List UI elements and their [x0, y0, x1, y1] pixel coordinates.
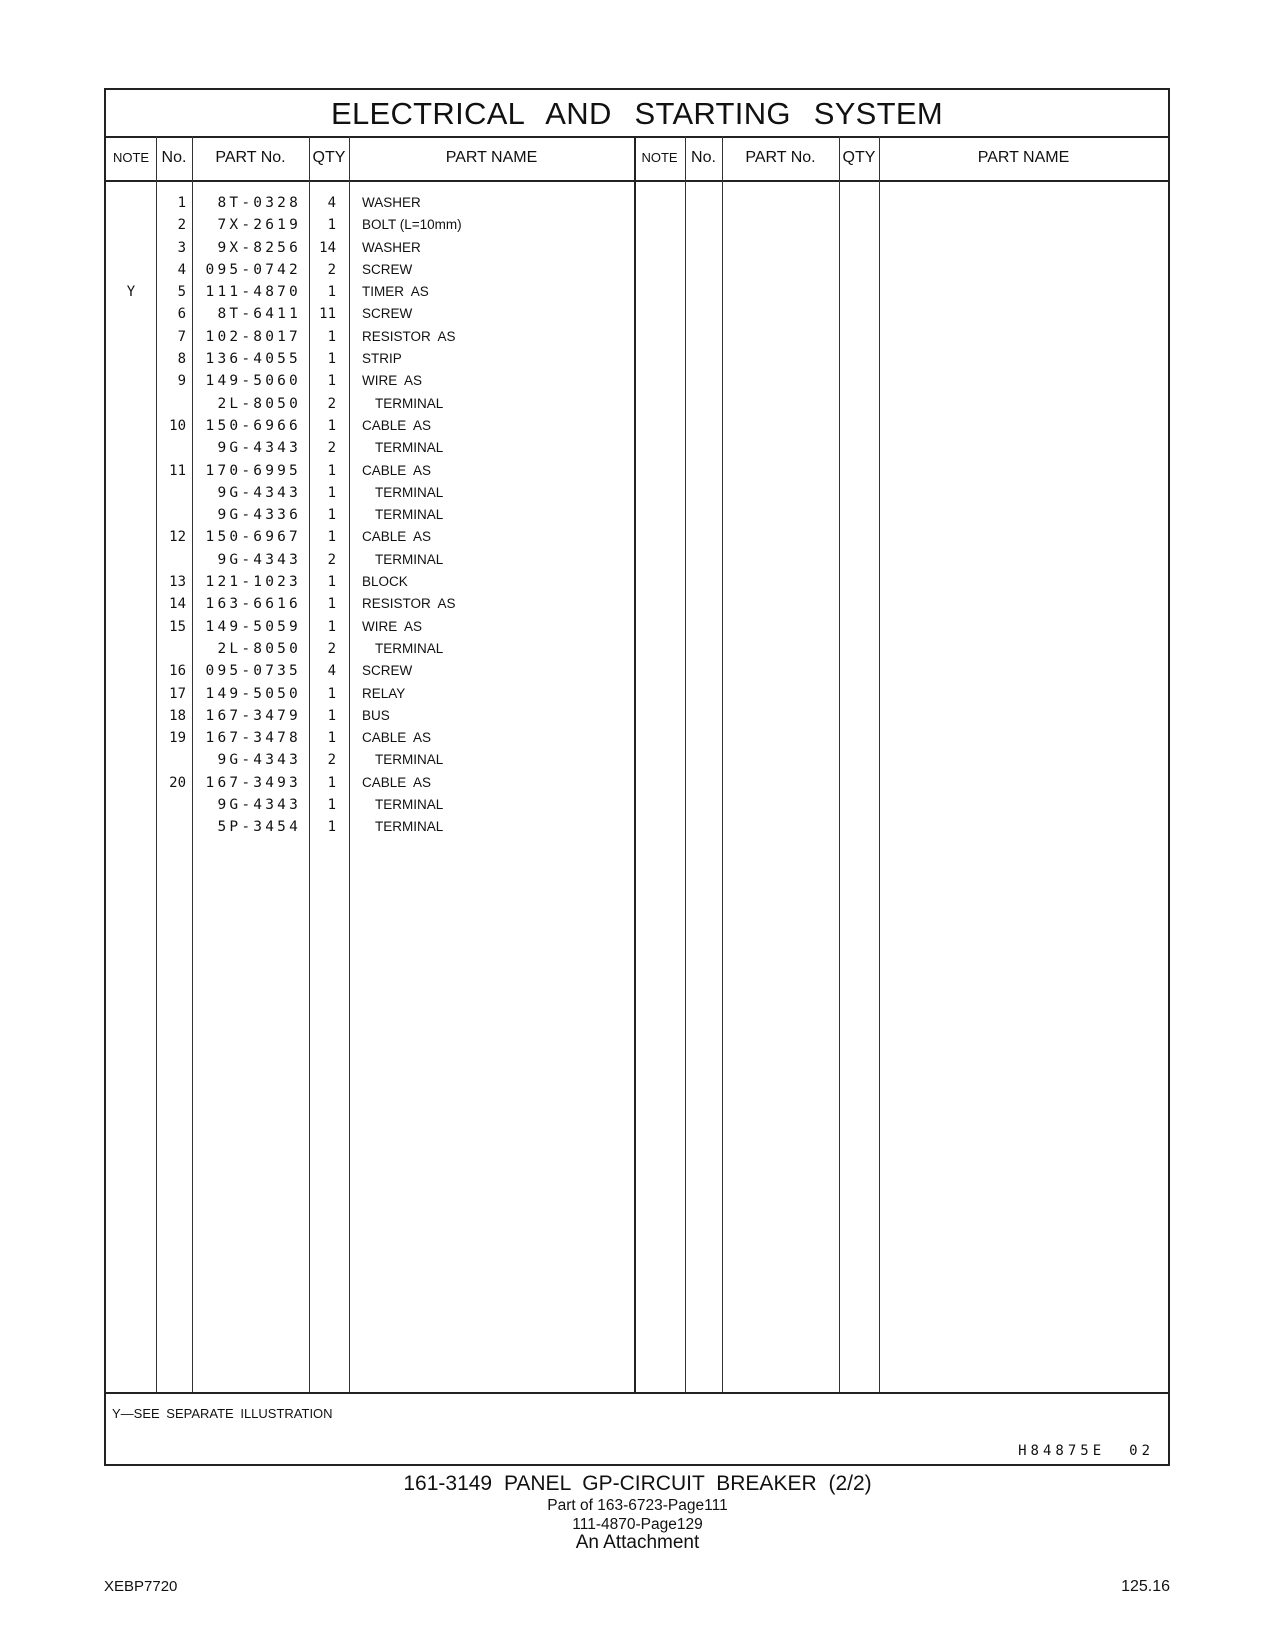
row-quantity: 1 — [327, 596, 336, 613]
drawing-code-id: H84875E — [1018, 1443, 1106, 1459]
row-part-number: 149-5059 — [205, 618, 301, 635]
row-part-name: TERMINAL — [375, 440, 444, 456]
row-item-number: 1 — [177, 195, 186, 211]
row-part-number: 7X-2619 — [217, 217, 301, 234]
table-row — [106, 705, 641, 727]
caption-part-of: Part of 163-6723-Page111 — [547, 1497, 728, 1514]
row-part-number: 149-5060 — [205, 373, 301, 390]
row-item-number: 17 — [169, 685, 186, 702]
row-part-name: TERMINAL — [375, 484, 444, 500]
row-part-name: SCREW — [362, 306, 413, 322]
column-divider — [685, 136, 686, 1392]
row-item-number: 3 — [177, 239, 186, 256]
row-part-name: CABLE AS — [362, 774, 432, 790]
table-row — [106, 348, 641, 370]
row-part-number: 9G-4343 — [217, 484, 301, 501]
row-quantity: 1 — [327, 707, 336, 724]
row-item-number: 15 — [169, 618, 186, 635]
table-row — [106, 772, 641, 794]
row-part-number: 150-6967 — [205, 529, 301, 546]
table-row — [106, 794, 641, 816]
row-part-number: 9G-4343 — [217, 797, 301, 814]
row-part-number: 136-4055 — [205, 351, 301, 368]
footnote: Y—SEE SEPARATE ILLUSTRATION — [112, 1406, 333, 1421]
row-item-number: 13 — [169, 574, 186, 591]
table-row — [106, 571, 641, 593]
table-row — [106, 816, 641, 838]
document-id: XEBP7720 — [104, 1578, 178, 1595]
row-part-number: 163-6616 — [205, 596, 301, 613]
table-row — [106, 281, 641, 303]
header-part-no-left: PART No. — [215, 149, 286, 166]
row-quantity: 1 — [327, 217, 336, 234]
row-part-name: RESISTOR AS — [362, 328, 456, 344]
header-no-right: No. — [691, 149, 716, 166]
row-part-number: 8T-0328 — [217, 195, 301, 211]
caption-attachment: An Attachment — [575, 1532, 700, 1553]
table-bottom-rule — [106, 1392, 1168, 1394]
row-quantity: 4 — [327, 195, 336, 211]
row-part-number: 095-0735 — [205, 663, 301, 680]
row-quantity: 1 — [327, 730, 336, 747]
row-item-number: 2 — [177, 217, 186, 234]
row-item-number: 11 — [169, 462, 186, 479]
row-quantity: 11 — [319, 306, 336, 323]
row-item-number: 18 — [169, 707, 186, 724]
header-no-left: No. — [161, 149, 187, 166]
table-row — [106, 415, 641, 437]
row-part-number: 9G-4343 — [217, 440, 301, 457]
row-part-number: 167-3479 — [205, 707, 301, 724]
row-part-name: WIRE AS — [362, 373, 423, 389]
drawing-code — [1018, 1443, 1154, 1459]
parts-table — [104, 88, 1170, 1466]
row-part-name: TIMER AS — [362, 284, 429, 300]
row-quantity: 2 — [327, 440, 336, 457]
row-quantity: 4 — [327, 663, 336, 680]
caption-reference: 111-4870-Page129 — [572, 1516, 703, 1533]
row-item-number: 8 — [177, 351, 186, 368]
row-part-name: BLOCK — [362, 574, 408, 590]
column-divider — [879, 136, 880, 1392]
row-item-number: 19 — [169, 730, 186, 747]
table-row — [106, 326, 641, 348]
row-note: Y — [126, 284, 136, 301]
table-row — [106, 683, 641, 705]
row-part-name: WASHER — [362, 195, 421, 210]
row-part-name: CABLE AS — [362, 462, 432, 478]
row-part-name: TERMINAL — [375, 819, 444, 835]
table-header — [106, 136, 1168, 182]
row-quantity: 1 — [327, 685, 336, 702]
row-quantity: 1 — [327, 507, 336, 524]
row-part-name: SCREW — [362, 261, 413, 277]
row-part-name: STRIP — [362, 351, 402, 367]
drawing-revision: 02 — [1129, 1443, 1154, 1459]
row-quantity: 1 — [327, 618, 336, 635]
row-quantity: 1 — [327, 284, 336, 301]
row-part-number: 9G-4336 — [217, 507, 301, 524]
row-item-number: 4 — [177, 261, 186, 278]
table-row — [106, 393, 641, 415]
row-quantity: 1 — [327, 774, 336, 791]
row-quantity: 14 — [319, 239, 336, 256]
row-part-number: 150-6966 — [205, 417, 301, 434]
row-part-number: 2L-8050 — [217, 640, 301, 657]
table-row — [106, 437, 641, 459]
row-part-name: SCREW — [362, 663, 413, 679]
table-row — [106, 482, 641, 504]
row-part-name: RELAY — [362, 685, 406, 701]
row-quantity: 1 — [327, 574, 336, 591]
table-row — [106, 460, 641, 482]
caption-title: 161-3149 PANEL GP-CIRCUIT BREAKER (2/2) — [403, 1472, 872, 1495]
row-quantity: 2 — [327, 551, 336, 568]
header-part-no-right: PART No. — [745, 149, 816, 166]
table-row — [106, 727, 641, 749]
row-part-name: TERMINAL — [375, 551, 444, 567]
row-part-name: CABLE AS — [362, 529, 432, 545]
header-part-name-left: PART NAME — [445, 149, 538, 166]
row-part-name: CABLE AS — [362, 417, 432, 433]
row-part-number: 2L-8050 — [217, 395, 301, 412]
header-note-right: NOTE — [641, 150, 678, 165]
row-quantity: 1 — [327, 797, 336, 814]
page-number: 125.16 — [1121, 1578, 1170, 1595]
row-part-name: TERMINAL — [375, 752, 444, 768]
table-row — [106, 214, 641, 236]
table-row — [106, 593, 641, 615]
table-row — [106, 616, 641, 638]
row-part-number: 9X-8256 — [217, 239, 301, 256]
row-part-name: TERMINAL — [375, 640, 444, 656]
row-item-number: 9 — [177, 373, 186, 390]
section-title: ELECTRICAL AND STARTING SYSTEM — [106, 90, 1168, 138]
row-item-number: 20 — [169, 774, 186, 791]
column-divider — [839, 136, 840, 1392]
row-part-number: 149-5050 — [205, 685, 301, 702]
table-row — [106, 370, 641, 392]
row-item-number: 7 — [177, 328, 186, 345]
row-quantity: 2 — [327, 640, 336, 657]
table-row — [106, 660, 641, 682]
row-quantity: 1 — [327, 328, 336, 345]
row-quantity: 1 — [327, 529, 336, 546]
row-part-number: 121-1023 — [205, 574, 301, 591]
row-part-name: CABLE AS — [362, 730, 432, 746]
table-row — [106, 237, 641, 259]
row-quantity: 2 — [327, 752, 336, 769]
table-row — [106, 549, 641, 571]
table-row — [106, 749, 641, 771]
row-part-number: 167-3478 — [205, 730, 301, 747]
header-part-name-right: PART NAME — [977, 149, 1070, 166]
row-part-name: WIRE AS — [362, 618, 423, 634]
parts-list — [106, 192, 641, 839]
row-item-number: 5 — [177, 284, 186, 301]
row-part-number: 5P-3454 — [217, 819, 301, 836]
row-part-number: 095-0742 — [205, 261, 301, 278]
row-quantity: 1 — [327, 351, 336, 368]
row-part-number: 167-3493 — [205, 774, 301, 791]
row-part-number: 102-8017 — [205, 328, 301, 345]
row-quantity: 1 — [327, 417, 336, 434]
row-part-name: TERMINAL — [375, 797, 444, 813]
row-item-number: 12 — [169, 529, 186, 546]
row-quantity: 1 — [327, 819, 336, 836]
row-part-name: BUS — [362, 707, 390, 723]
table-row — [106, 638, 641, 660]
row-item-number: 14 — [169, 596, 186, 613]
row-quantity: 1 — [327, 373, 336, 390]
row-quantity: 1 — [327, 484, 336, 501]
table-row — [106, 504, 641, 526]
header-qty-right: QTY — [842, 149, 876, 166]
row-part-number: 170-6995 — [205, 462, 301, 479]
table-row — [106, 192, 641, 214]
table-row — [106, 526, 641, 548]
row-item-number: 16 — [169, 663, 186, 680]
row-part-name: TERMINAL — [375, 507, 444, 523]
header-qty-left: QTY — [312, 149, 346, 166]
header-note-left: NOTE — [112, 150, 150, 165]
row-part-name: TERMINAL — [375, 395, 444, 411]
table-row — [106, 259, 641, 281]
row-part-name: BOLT (L=10mm) — [362, 217, 462, 233]
row-part-name: WASHER — [362, 239, 421, 255]
row-item-number: 6 — [177, 306, 186, 323]
row-quantity: 2 — [327, 395, 336, 412]
row-part-number: 8T-6411 — [217, 306, 301, 323]
row-part-number: 9G-4343 — [217, 551, 301, 568]
row-quantity: 2 — [327, 261, 336, 278]
row-quantity: 1 — [327, 462, 336, 479]
row-item-number: 10 — [169, 417, 186, 434]
table-row — [106, 303, 641, 325]
row-part-name: RESISTOR AS — [362, 596, 456, 612]
row-part-number: 111-4870 — [205, 284, 301, 301]
column-divider — [722, 136, 723, 1392]
row-part-number: 9G-4343 — [217, 752, 301, 769]
